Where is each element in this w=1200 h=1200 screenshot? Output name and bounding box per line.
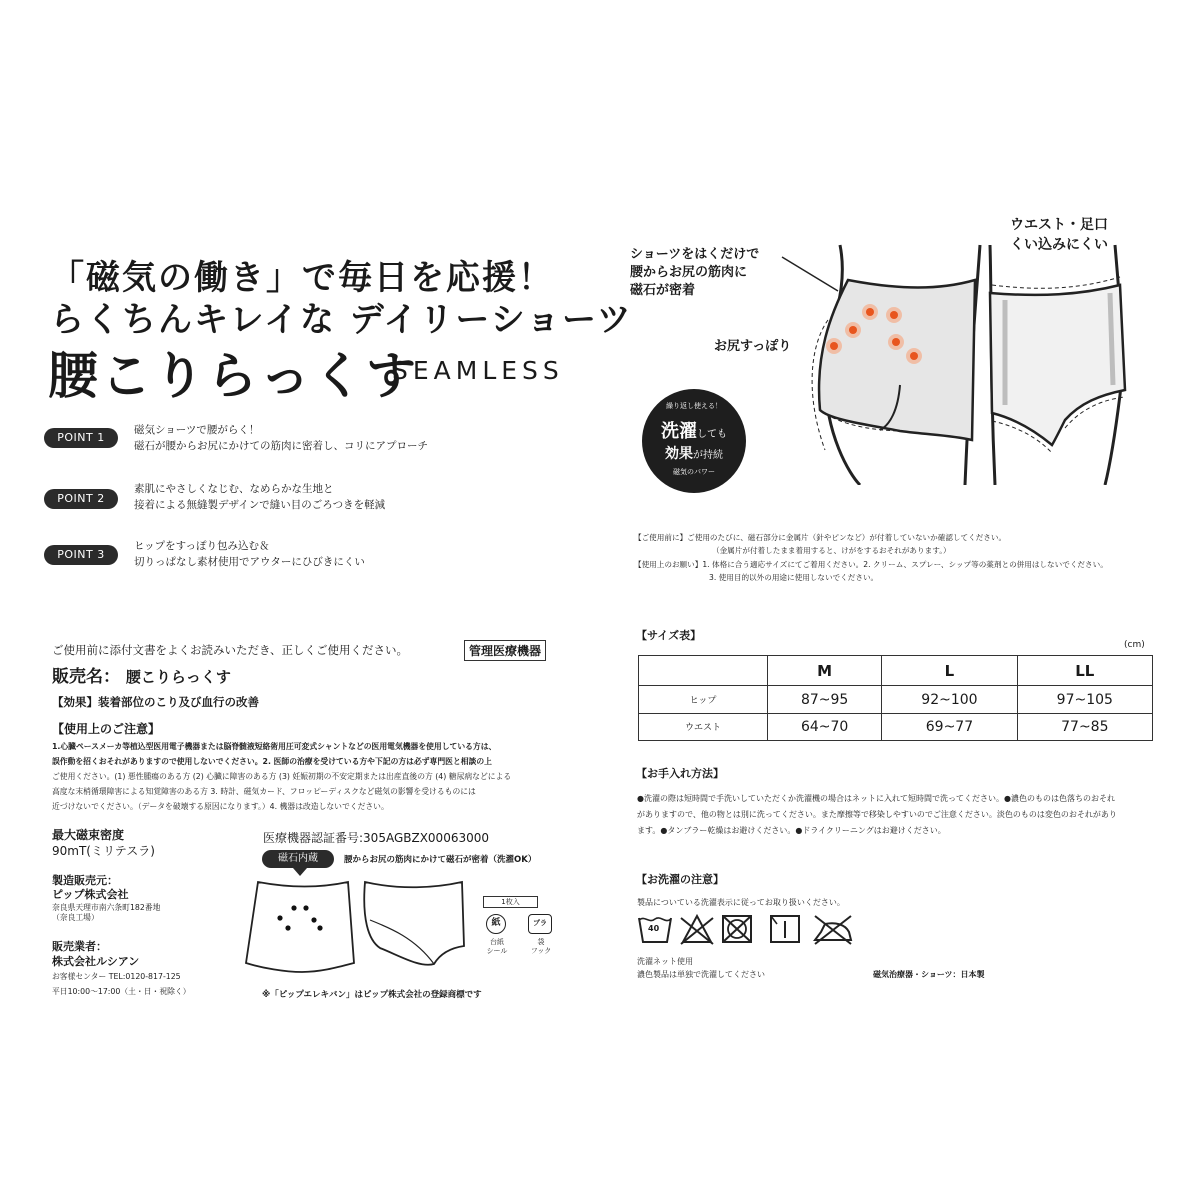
plastic-recycle-label: 袋 フック [530,938,552,955]
wash-intro: 製品についている洗濯表示に従ってお取り扱いください。 [637,898,845,907]
caution-line-1: 1.心臓ペースメーカ等植込型医用電子機器または脳脊髄液短絡術用圧可変式シャントなどの医用電気機器を使用している方は、 [52,742,497,751]
table-cell: 87~95 [768,686,882,713]
laundry-symbols [637,912,857,946]
effect-text: 【効果】装着部位のこり及び血行の改善 [52,695,259,709]
product-title: 腰こりらっくす [48,347,419,405]
point-2-pill: POINT 2 [44,489,118,509]
row-label: ウエスト [639,713,768,740]
wash-note-1: 洗濯ネット使用 [637,957,693,966]
caution-line-2: 誤作動を招くおそれがありますので使用しないでください。2. 医師の治療を受けている方や下記の方は必ず専門医と相談の上 [52,757,492,766]
care-line-1: ●洗濯の際は短時間で手洗いしていただくか洗濯機の場合はネットに入れて短時間で洗ってください。●濃色のものは色落ちのおそれ [637,794,1115,803]
product-diagram [240,868,480,976]
seller-hours: 平日10:00～17:00（土・日・祝除く） [52,987,191,996]
table-header-row [639,656,1153,686]
size-table-title: 【サイズ表】 [636,629,702,642]
care-title: 【お手入れ方法】 [636,767,724,780]
headline-line1: 「磁気の働き」で毎日を応援！ [50,258,554,298]
wash-note-2: 濃色製品は単独で洗濯してください [637,970,765,979]
callout-leader-line [780,255,850,295]
usage-note-4: 3. 使用目的以外の用途に使用しないでください。 [709,573,879,582]
callout-right: ウエスト・足口 くい込みにくい [1010,217,1108,253]
table-row [639,686,1153,713]
point-3-pill: POINT 3 [44,545,118,565]
headline-line2: らくちんキレイな デイリーショーツ [50,300,633,340]
point-3-text2: 切りっぱなし素材使用でアウターにひびきにくい [134,556,365,568]
point-3-text1: ヒップをすっぽり包み込む＆ [134,540,270,552]
magnet-tag: 磁石内蔵 [262,850,334,868]
qty-label: 1枚入 [483,896,538,908]
usage-note-1: 【ご使用前に】ご使用のたびに、磁石部分に金属片（針やピンなど）が付着していないか確認してください。 [634,533,1007,542]
paper-recycle-label: 台紙 シール [486,938,508,955]
seller-name: 株式会社ルシアン [52,955,140,968]
col-header: LL [1017,656,1152,686]
magnet-dots [820,295,930,365]
intro-text: ご使用前に添付文書をよくお読みいただき、正しくご使用ください。 [52,643,409,657]
medical-device-badge: 管理医療機器 [464,640,546,661]
product-subtitle: SEAMLESS [392,356,564,385]
wash-effect-badge: 繰り返し使える！ 洗濯しても 効果が持続 磁気のパワー [642,389,746,493]
cert-number: 医療機器認証番号:305AGBZX00063000 [263,831,489,845]
usage-note-2: （金属片が付着したまま着用すると、けがをするおそれがあります。） [712,546,951,555]
caution-line-3: ご使用ください。(1) 悪性腫瘍のある方 (2) 心臓に障害のある方 (3) 妊娠初期の不安定期または出産直後の方 (4) 糖尿病などによる [52,772,512,781]
point-1-text2: 磁石が腰からお尻にかけての筋肉に密着し、コリにアプローチ [134,440,428,452]
seller-tel: お客様センター TEL:0120-817-125 [52,972,181,981]
maker-address-1: 奈良県天理市南六条町182番地 [52,903,161,912]
origin-label: 磁気治療器・ショーツ：日本製 [873,970,985,979]
table-cell: 69~77 [882,713,1017,740]
care-line-2: がありますので、他の物とは別に洗ってください。また摩擦等で移染しやすいのでご注意ください。淡色のものは変色のおそれがあり [637,810,1117,819]
table-cell: 97~105 [1017,686,1152,713]
plastic-recycle-icon: プラ [528,914,552,934]
table-row [639,713,1153,740]
point-2-text1: 素肌にやさしくなじむ、なめらかな生地と [134,483,334,495]
callout-hip: お尻すっぽり [714,339,792,354]
seller-label: 販売業者： [52,940,107,953]
caution-title: 【使用上のご注意】 [52,722,161,736]
trademark-note: ※「ピップエレキバン」はピップ株式会社の登録商標です [262,990,482,1000]
table-cell: 77~85 [1017,713,1152,740]
caution-line-4: 高度な末梢循環障害による知覚障害のある方 3. 時計、磁気カード、フロッピーディスクなど磁気の影響を受けるものには [52,787,476,796]
maker-label: 製造販売元： [52,874,118,887]
flux-label: 最大磁束密度 [52,828,125,842]
care-line-3: ます。●タンブラー乾燥はお避けください。●ドライクリーニングはお避けください。 [637,826,946,835]
paper-recycle-icon: 紙 [486,914,506,934]
flux-value: 90mT(ミリテスラ) [52,844,155,858]
usage-note-3: 【使用上のお願い】1. 体格に合う適応サイズにてご着用ください。2. クリーム、スプレー、シップ等の薬剤との併用はしないでください。 [634,560,1108,569]
maker-address-2: （奈良工場） [52,913,99,922]
caution-line-5: 近づけないでください。（データを破壊する原因になります。）4. 機器は改造しないでください。 [52,802,389,811]
maker-name: ピップ株式会社 [52,888,129,901]
size-table [638,655,1153,741]
magnet-desc: 腰からお尻の筋肉にかけて磁石が密着（洗濯OK） [344,855,537,865]
point-1-text1: 磁気ショーツで腰がらく！ [134,424,260,436]
table-cell: 92~100 [882,686,1017,713]
col-header: L [882,656,1017,686]
row-label: ヒップ [639,686,768,713]
callout-left: ショーツをはくだけで 腰からお尻の筋肉に 磁石が密着 [630,247,760,298]
point-1-pill: POINT 1 [44,428,118,448]
wash-title: 【お洗濯の注意】 [636,873,724,886]
sales-name: 販売名： 腰こりらっくす [52,667,231,687]
table-cell: 64~70 [768,713,882,740]
col-header: M [768,656,882,686]
point-2-text2: 接着による無縫製デザインで縫い目のごろつきを軽減 [134,499,386,511]
size-unit: (cm) [1124,640,1145,650]
wash-temp: 40 [648,924,660,933]
